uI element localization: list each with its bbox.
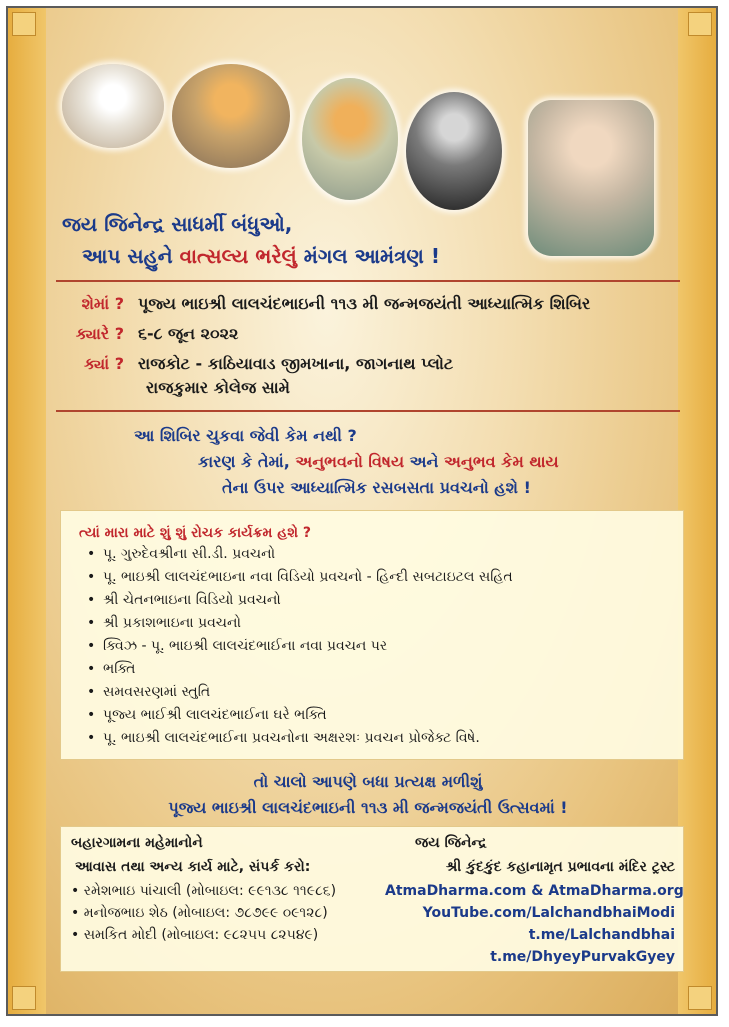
program-item: • સમવસરણમાં સ્તુતિ [87,681,513,704]
when-label: ક્યારે ? [75,324,124,343]
closing-line-1: તો ચાલો આપણે બધા પ્રત્યક્ષ મળીશું [253,772,483,791]
portrait-seated-monk [172,64,290,168]
contact-person: • મનોજભાઇ શેઠ (મોબાઇલ: ૭૮૭૯૯ ૦૯૧૨૮) [71,905,328,921]
corner-ornament [12,12,36,36]
what-value: પૂજ્ય ભાઇશ્રી લાલચંદભાઇની ૧૧૩ મી જન્મજયંતી આધ્યાત્મિક શિબિર [138,294,591,313]
program-item: • ભક્તિ [87,658,513,681]
greeting-line-1: જય જિનેન્દ્ર સાધર્મી બંધુઓ, [62,212,293,236]
website-link[interactable]: AtmaDharma.com & AtmaDharma.org [385,883,684,899]
closing-line-2: પૂજ્ય ભાઇશ્રી લાલચંદભાઇની ૧૧૩ મી જન્મજયંતી ઉત્સવમાં ! [168,798,568,817]
telegram-link[interactable]: t.me/DhyeyPurvakGyey [490,949,675,965]
program-list [87,543,513,750]
program-item: • પૂ. ભાઇશ્રી લાલચંદભાઇના નવા વિડિયો પ્રવચનો - હિન્દી સબટાઇટલ સહિત [87,566,513,589]
where-label: ક્યાં ? [83,354,124,373]
corner-ornament [12,986,36,1010]
why-question: આ શિબિર ચુકવા જેવી કેમ નથી ? [134,426,357,445]
contact-person: • સમકિત મોદી (મોબાઇલ: ૯૮૨૫૫ ૮૨૫૪૯) [71,927,319,943]
where-value-2: રાજકુમાર કોલેજ સામે [146,378,290,397]
contact-heading-2: આવાસ તથા અન્ય કાર્ય માટે, સંપર્ક કરો: [75,859,311,875]
divider [56,280,680,282]
program-panel [60,510,684,760]
where-value-1: રાજકોટ - કાઠિયાવાડ જીમખાના, જાગનાથ પ્લોટ [138,354,454,373]
divider [56,410,680,412]
greeting-line-2: આપ સહુને વાત્સલ્ય ભરેલું મંગલ આમંત્રણ ! [82,244,440,268]
contact-heading-1: બહારગામના મહેમાનોને [71,835,203,851]
left-border-band [8,8,46,1014]
what-label: શેમાં ? [81,294,124,313]
portrait-lalchandbhai [528,100,654,256]
portrait-gurudev [406,92,502,210]
corner-ornament [688,986,712,1010]
corner-ornament [688,12,712,36]
trust-greeting: જય જિનેન્દ્ર [415,835,487,851]
program-item: • પૂજ્ય ભાઈશ્રી લાલચંદભાઈના ઘરે ભક્તિ [87,704,513,727]
program-item: • પૂ. ભાઇશ્રી લાલચંદભાઈના પ્રવચનોના અક્ષરશઃ પ્રવચન પ્રોજેક્ટ વિષે. [87,727,513,750]
trust-name: શ્રી કુંદકુંદ કહાનામૃત પ્રભાવના મંદિર ટ્રસ્ટ [445,859,675,875]
why-line-2: કારણ કે તેમાં, અનુભવનો વિષય અને અનુભવ કેમ થાય [198,452,559,471]
portrait-reading-monk [302,78,398,200]
program-item: • શ્રી ચેતનભાઇના વિડિયો પ્રવચનો [87,589,513,612]
youtube-link[interactable]: YouTube.com/LalchandbhaiModi [422,905,675,921]
contact-person: • રમેશભાઇ પાંચાલી (મોબાઇલ: ૯૯૧૩૮ ૧૧૯૮૬) [71,883,337,899]
invitation-card [6,6,718,1016]
program-item: • ક્વિઝ - પૂ. ભાઇશ્રી લાલચંદભાઈના નવા પ્રવચન પર [87,635,513,658]
portrait-idol [62,64,164,148]
program-item: • પૂ. ગુરુદેવશ્રીના સી.ડી. પ્રવચનો [87,543,513,566]
program-title: ત્યાં મારા માટે શું શું રોચક કાર્યક્રમ હશે ? [79,525,312,541]
program-item: • શ્રી પ્રકાશભાઇના પ્રવચનો [87,612,513,635]
greeting-highlight: વાત્સલ્ય ભરેલું [179,244,297,268]
contact-panel [60,826,684,972]
when-value: ૬-૮ જૂન ૨૦૨૨ [138,324,239,343]
telegram-link[interactable]: t.me/Lalchandbhai [528,927,675,943]
why-line-3: તેના ઉપર આધ્યાત્મિક રસબસતા પ્રવચનો હશે ! [222,478,531,497]
